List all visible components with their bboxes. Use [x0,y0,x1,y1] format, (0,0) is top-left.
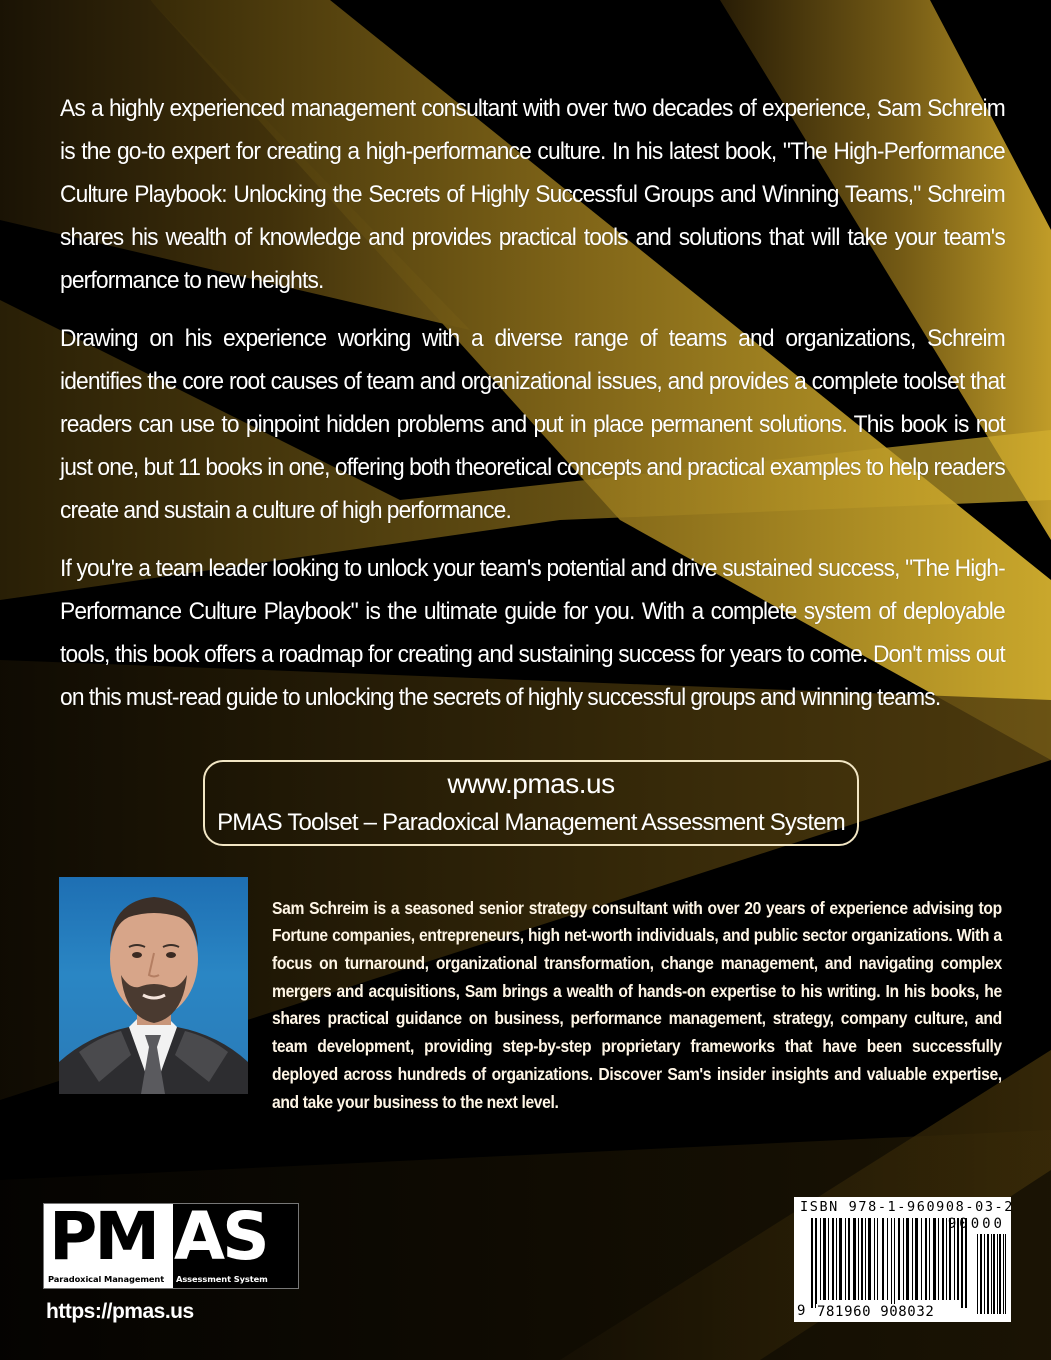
logo-letters-pm: PM [49,1198,158,1275]
author-portrait-illustration [59,877,248,1094]
logo-left-panel [44,1198,173,1288]
isbn-barcode [794,1197,1015,1322]
description-paragraph-3: If you're a team leader looking to unlock your team's potential and drive sustained success, "The High-Performance Culture Playbook" is the ultimate guide for you. With a complete system of deployable tools, this book offers a roadmap for creating and sustaining success for years to come. Don't miss out on this must-read guide to unlocking the secrets of highly successful groups and winning teams. [60,554,1005,711]
barcode-lead-digit: 9 [797,1303,806,1319]
footer-website-link[interactable]: https://pmas.us [46,1300,194,1323]
author-bio: Sam Schreim is a seasoned senior strategy consultant with over 20 years of experience advising top Fortune companies, entrepreneurs, high net-worth individuals, and public sector organizations. With a focus on turnaround, organizational transformation, change management, and navigating complex mergers and acquisitions, Sam brings a wealth of hands-on expertise to his writing. In his books, he shares practical guidance on business, performance management, strategy, company culture, and team development, providing step-by-step proprietary frameworks that have been successfully deployed across hundreds of organizations. Discover Sam's insider insights and valuable expertise, and take your business to the next level. [272,897,1002,1112]
website-url[interactable]: www.pmas.us [447,768,615,799]
description-paragraph-2: Drawing on his experience working with a diverse range of teams and organizations, Schreim identifies the core root causes of team and organizational issues, and provides a complete toolset that readers can use to pinpoint hidden problems and put in place permanent solutions. This book is not just one, but 11 books in one, offering both theoretical concepts and practical examples to help readers create and sustain a culture of high performance. [60,324,1005,524]
logo-caption-left: Paradoxical Management [48,1274,165,1284]
pmas-logo [43,1198,299,1289]
logo-right-panel [173,1198,298,1288]
barcode-digits: 781960 908032 [817,1304,935,1320]
toolset-tagline: PMAS Toolset – Paradoxical Management Assessment System [217,809,845,836]
logo-caption-right: Assessment System [176,1274,268,1284]
website-promo-box [203,760,859,846]
logo-letters-as: AS [174,1198,267,1275]
description-paragraph-1: As a highly experienced management consultant with over two decades of experience, Sam Schreim is the go-to expert for creating a high-performance culture. In his latest book, "The High-Performance Culture Playbook: Unlocking the Secrets of Highly Successful Groups and Winning Teams," Schreim shares his wealth of knowledge and provides practical tools and solutions that will take your team's performance to new heights. [60,94,1005,294]
isbn-label: ISBN 978-1-960908-03-2 [800,1199,1015,1215]
price-code: 90000 [947,1216,1005,1232]
author-photo [59,877,248,1094]
